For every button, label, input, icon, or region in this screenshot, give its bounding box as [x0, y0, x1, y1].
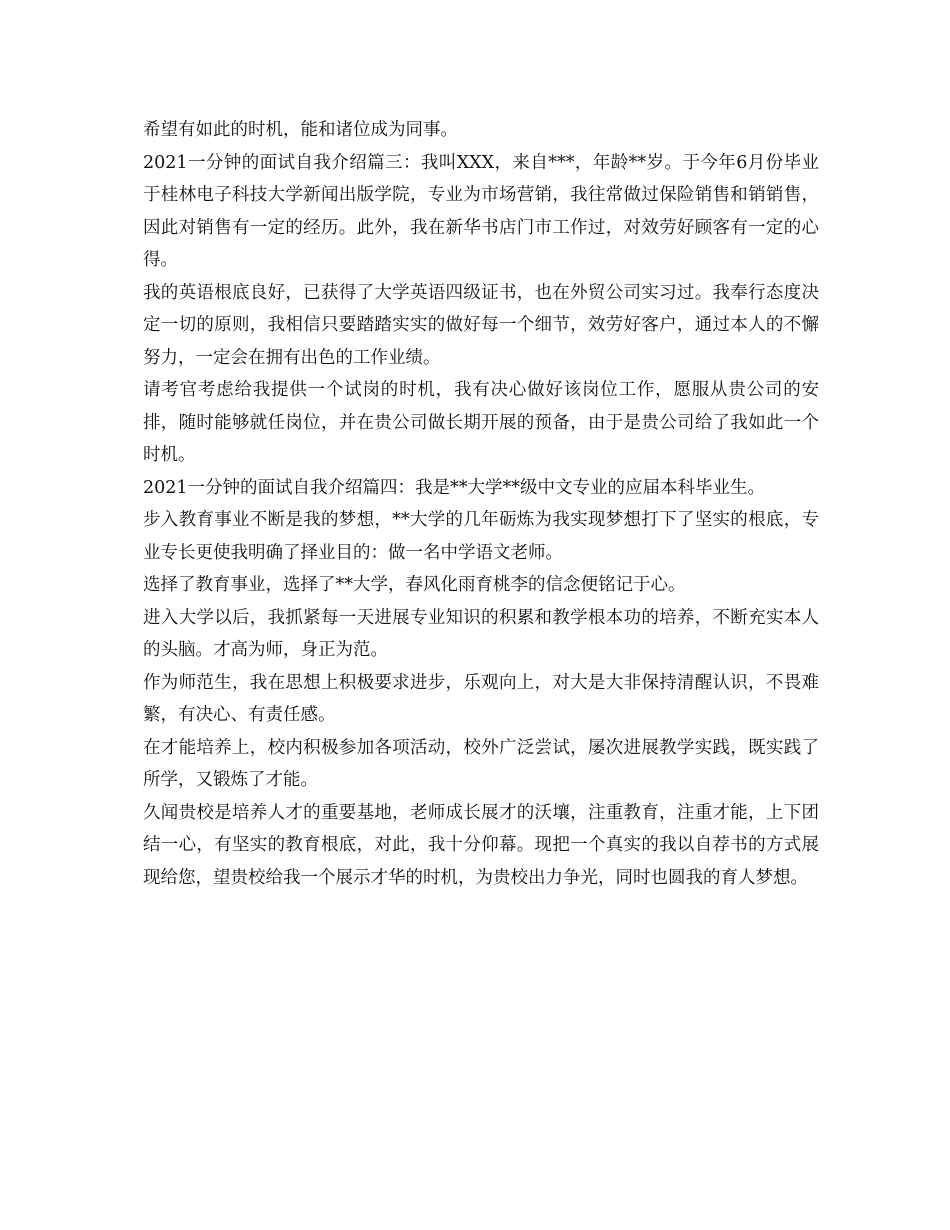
paragraph: 我的英语根底良好，已获得了大学英语四级证书，也在外贸公司实习过。我奉行态度决定一切的原则，我相信只要踏踏实实的做好每一个细节，效劳好客户，通过本人的不懈努力，一定会在拥有出色的工作业绩。: [143, 282, 819, 368]
paragraph: 2021一分钟的面试自我介绍篇三：我叫XXX，来自***，年龄**岁。于今年6月份毕业于桂林电子科技大学新闻出版学院，专业为市场营销，我往常做过保险销售和销销售，因此对销售有一定的经历。此外，我在新华书店门市工作过，对效劳好顾客有一定的心得。: [143, 152, 819, 270]
paragraph: 在才能培养上，校内积极参加各项活动，校外广泛尝试，屡次进展教学实践，既实践了所学，又锻炼了才能。: [143, 737, 819, 790]
paragraph: 进入大学以后，我抓紧每一天进展专业知识的积累和教学根本功的培养，不断充实本人的头脑。才高为师，身正为范。: [143, 607, 819, 660]
paragraph: 作为师范生，我在思想上积极要求进步，乐观向上，对大是大非保持清醒认识，不畏难繁，有决心、有责任感。: [143, 672, 819, 725]
paragraph: 选择了教育事业，选择了**大学，春风化雨育桃李的信念便铭记于心。: [143, 575, 686, 595]
paragraph: 2021一分钟的面试自我介绍篇四：我是**大学**级中文专业的应届本科毕业生。: [143, 477, 766, 498]
document-body: [143, 114, 819, 894]
paragraph: 请考官考虑给我提供一个试岗的时机，我有决心做好该岗位工作，愿服从贵公司的安排，随时能够就任岗位，并在贵公司做长期开展的预备，由于是贵公司给了我如此一个时机。: [143, 380, 819, 465]
paragraph: 久闻贵校是培养人才的重要基地，老师成长展才的沃壤，注重教育，注重才能，上下团结一心，有坚实的教育根底，对此，我十分仰幕。现把一个真实的我以自荐书的方式展现给您，望贵校给我一个展示才华的时机，为贵校出力争光，同时也圆我的育人梦想。: [143, 802, 819, 888]
paragraph: 步入教育事业不断是我的梦想，**大学的几年砺炼为我实现梦想打下了坚实的根底，专业专长更使我明确了择业目的：做一名中学语文老师。: [143, 510, 819, 563]
paragraph: 希望有如此的时机，能和诸位成为同事。: [143, 120, 458, 140]
